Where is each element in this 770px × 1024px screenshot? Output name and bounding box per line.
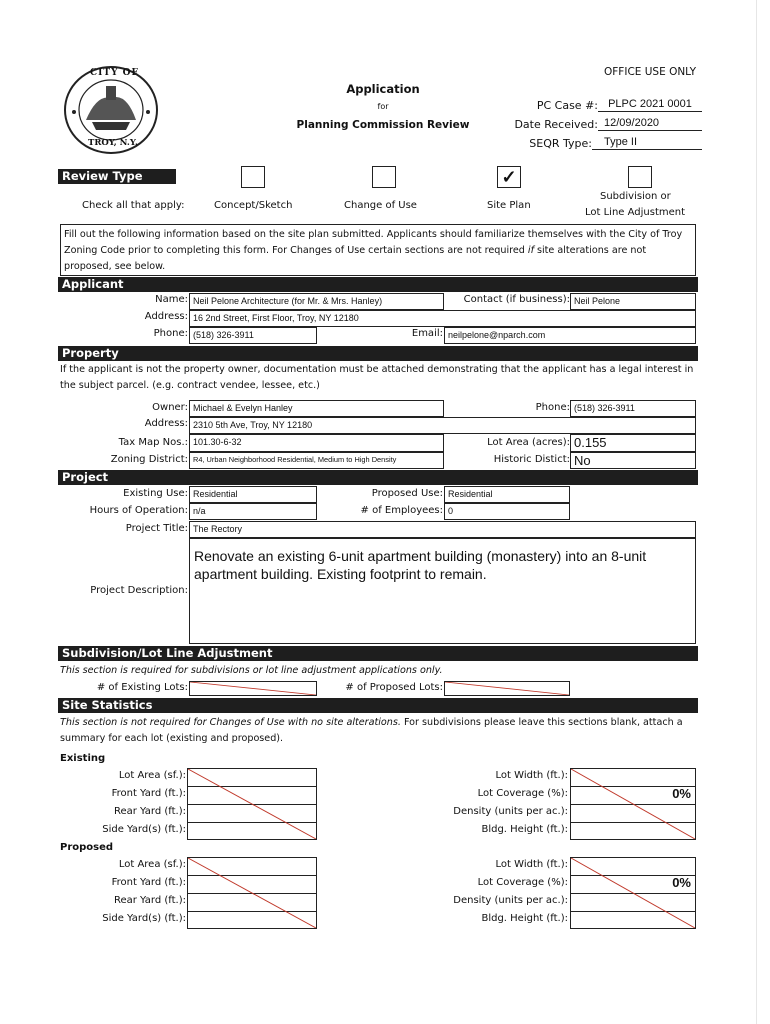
existing-lot-coverage-label: Lot Coverage (%): <box>477 788 568 799</box>
proposed-bldg-height-label: Bldg. Height (ft.): <box>481 913 568 924</box>
existing-section-label: Existing <box>60 753 106 764</box>
owner-phone-field[interactable]: (518) 326-3911 <box>570 400 696 417</box>
existing-lots-label: # of Existing Lots: <box>96 682 188 693</box>
proposed-lots-strike <box>445 682 569 695</box>
hours-field[interactable]: n/a <box>189 503 317 520</box>
lot-area-acres-field[interactable]: 0.155 <box>570 434 696 452</box>
project-title-field[interactable]: The Rectory <box>189 521 696 538</box>
employees-label: # of Employees: <box>360 505 443 516</box>
applicant-address-label: Address: <box>144 311 188 322</box>
existing-lot-area-label: Lot Area (sf.): <box>118 770 186 781</box>
site-statistics-note: This section is not required for Changes of Use with no site alterations. For subdivisions please leave this sections blank, attach a summary for each lot (existing and proposed). <box>60 717 683 744</box>
existing-use-label: Existing Use: <box>123 488 188 499</box>
existing-lot-width-label: Lot Width (ft.): <box>495 770 568 781</box>
subdivision-checkbox[interactable] <box>628 166 652 188</box>
title-for: for <box>377 102 389 111</box>
existing-rear-yard-label: Rear Yard (ft.): <box>113 806 186 817</box>
project-description-label: Project Description: <box>90 585 188 596</box>
existing-left-strike <box>188 769 316 839</box>
seal-text-top: CITY OF <box>90 68 139 78</box>
property-address-label: Address: <box>144 418 188 429</box>
zoning-label: Zoning District: <box>110 454 188 465</box>
applicant-header: Applicant <box>58 277 698 292</box>
owner-phone-label: Phone: <box>535 402 570 413</box>
title-planning: Planning Commission Review <box>296 119 470 131</box>
proposed-use-field[interactable]: Residential <box>444 486 570 503</box>
existing-use-field[interactable]: Residential <box>189 486 317 503</box>
proposed-density-label: Density (units per ac.): <box>453 895 568 906</box>
change-of-use-label: Change of Use <box>344 200 417 211</box>
pc-case-value[interactable]: PLPC 2021 0001 <box>598 97 702 112</box>
seal-text-bottom: TROY, N.Y. <box>88 138 138 148</box>
owner-label: Owner: <box>152 402 188 413</box>
concept-sketch-label: Concept/Sketch <box>214 200 293 211</box>
historic-field[interactable]: No <box>570 452 696 469</box>
date-received-label: Date Received: <box>514 118 598 131</box>
intro-note: Fill out the following information based on the site plan submitted. Applicants should familiarize themselves with the City of Troy Zoning Code prior to completing this form. For Changes of Use certain sections are not required if site alterations are not proposed, see below. <box>60 224 696 276</box>
proposed-right-grid[interactable] <box>570 857 696 929</box>
pc-case-label: PC Case #: <box>536 99 598 112</box>
seqr-type-label: SEQR Type: <box>529 137 592 150</box>
contact-field[interactable]: Neil Pelone <box>570 293 696 310</box>
project-title-label: Project Title: <box>125 523 188 534</box>
existing-right-grid[interactable] <box>570 768 696 840</box>
site-statistics-header: Site Statistics <box>58 698 698 713</box>
existing-coverage-value: 0% <box>672 786 691 801</box>
proposed-lots-field[interactable] <box>444 681 570 696</box>
employees-field[interactable]: 0 <box>444 503 570 520</box>
proposed-left-grid[interactable] <box>187 857 317 929</box>
subdivision-label-2: Lot Line Adjustment <box>585 207 686 218</box>
applicant-phone-label: Phone: <box>153 328 188 339</box>
applicant-phone-field[interactable]: (518) 326-3911 <box>189 327 317 344</box>
proposed-lots-label: # of Proposed Lots: <box>345 682 443 693</box>
city-seal <box>62 64 160 156</box>
lot-area-acres-label: Lot Area (acres): <box>487 437 570 448</box>
proposed-coverage-value: 0% <box>672 875 691 890</box>
proposed-lot-coverage-label: Lot Coverage (%): <box>477 877 568 888</box>
proposed-left-strike <box>188 858 316 928</box>
property-header: Property <box>58 346 698 361</box>
existing-density-label: Density (units per ac.): <box>453 806 568 817</box>
existing-side-yard-label: Side Yard(s) (ft.): <box>102 824 186 835</box>
proposed-use-label: Proposed Use: <box>371 488 443 499</box>
owner-field[interactable]: Michael & Evelyn Hanley <box>189 400 444 417</box>
existing-lots-field[interactable] <box>189 681 317 696</box>
property-note: If the applicant is not the property owner, documentation must be attached demonstrating that the applicant has a legal interest in the subject parcel. (e.g. contract vendee, lessee, etc.) <box>60 364 694 391</box>
existing-front-yard-label: Front Yard (ft.): <box>111 788 186 799</box>
email-label: Email: <box>411 328 443 339</box>
subdivision-label-1: Subdivision or <box>600 191 671 202</box>
proposed-front-yard-label: Front Yard (ft.): <box>111 877 186 888</box>
title-application: Application <box>346 82 420 96</box>
tax-map-label: Tax Map Nos.: <box>118 437 188 448</box>
subdivision-header: Subdivision/Lot Line Adjustment <box>58 646 698 661</box>
subdivision-note: This section is required for subdivisions or lot line adjustment applications only. <box>60 665 443 676</box>
proposed-lot-area-label: Lot Area (sf.): <box>118 859 186 870</box>
applicant-address-field[interactable]: 16 2nd Street, First Floor, Troy, NY 12180 <box>189 310 696 327</box>
proposed-right-strike <box>571 858 695 928</box>
project-description-field[interactable]: Renovate an existing 6-unit apartment building (monastery) into an 8-unit apartment building. Existing footprint to remain. <box>189 538 696 644</box>
change-of-use-checkbox[interactable] <box>372 166 396 188</box>
seqr-type-value[interactable]: Type II <box>592 135 702 150</box>
project-header: Project <box>58 470 698 485</box>
existing-bldg-height-label: Bldg. Height (ft.): <box>481 824 568 835</box>
historic-label: Historic Distict: <box>493 454 570 465</box>
existing-left-grid[interactable] <box>187 768 317 840</box>
zoning-field[interactable]: R4, Urban Neighborhood Residential, Medium to High Density <box>189 452 444 469</box>
applicant-name-field[interactable]: Neil Pelone Architecture (for Mr. & Mrs. Hanley) <box>189 293 444 310</box>
existing-lots-strike <box>190 682 316 695</box>
check-all-label: Check all that apply: <box>82 200 185 211</box>
office-use-heading: OFFICE USE ONLY <box>604 66 697 78</box>
proposed-lot-width-label: Lot Width (ft.): <box>495 859 568 870</box>
scan-edge <box>756 0 757 1024</box>
date-received-value[interactable]: 12/09/2020 <box>598 116 702 131</box>
review-type-header: Review Type <box>58 169 176 184</box>
property-address-field[interactable]: 2310 5th Ave, Troy, NY 12180 <box>189 417 696 434</box>
proposed-section-label: Proposed <box>60 842 114 853</box>
site-plan-checkbox[interactable]: ✓ <box>497 166 521 188</box>
applicant-name-label: Name: <box>155 294 188 305</box>
existing-right-strike <box>571 769 695 839</box>
contact-label: Contact (if business): <box>463 294 570 305</box>
site-plan-label: Site Plan <box>487 200 531 211</box>
hours-label: Hours of Operation: <box>89 505 188 516</box>
tax-map-field[interactable]: 101.30-6-32 <box>189 434 444 452</box>
proposed-rear-yard-label: Rear Yard (ft.): <box>113 895 186 906</box>
email-field[interactable]: neilpelone@nparch.com <box>444 327 696 344</box>
proposed-side-yard-label: Side Yard(s) (ft.): <box>102 913 186 924</box>
concept-sketch-checkbox[interactable] <box>241 166 265 188</box>
